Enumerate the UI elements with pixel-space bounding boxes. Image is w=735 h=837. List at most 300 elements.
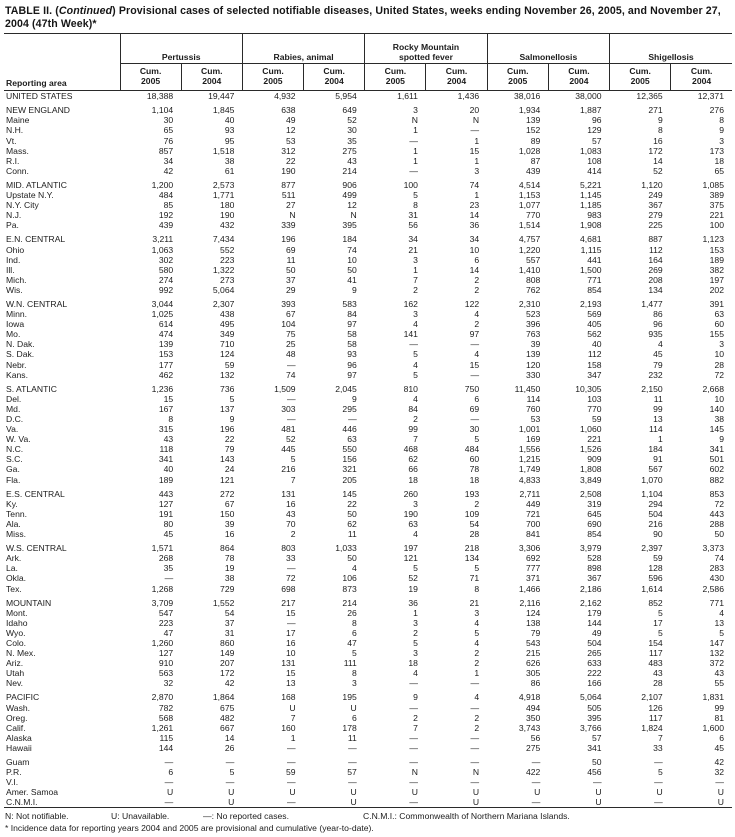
value-cell: 9: [413, 692, 418, 703]
value-cell: 52: [408, 573, 418, 584]
value-cell: 3,979: [580, 543, 602, 554]
value-cell: 50: [347, 508, 357, 519]
value-cell: 67: [286, 309, 296, 320]
group-header-pertussis: Pertussis: [120, 34, 242, 64]
table-row: [4, 475, 732, 485]
value-cell: 86: [530, 678, 541, 689]
value-cell: 50: [286, 264, 296, 275]
value-cell: 96: [591, 115, 602, 126]
value-cell: 93: [347, 349, 357, 360]
value-cell: 184: [648, 444, 663, 455]
value-cell: —: [164, 757, 174, 767]
value-cell: 762: [525, 284, 541, 295]
value-cell: 129: [587, 125, 602, 136]
value-cell: 109: [464, 508, 480, 519]
reporting-area-cell: Iowa: [6, 319, 25, 330]
value-cell: 112: [587, 349, 602, 360]
value-cell: 29: [286, 284, 296, 295]
reporting-area-cell: N. Dak.: [6, 339, 35, 350]
value-cell: 93: [224, 125, 235, 136]
value-cell: 27: [286, 200, 296, 211]
value-cell: 1,571: [151, 543, 174, 554]
value-cell: —: [164, 797, 174, 808]
value-cell: 223: [220, 254, 235, 265]
value-cell: 5: [719, 627, 724, 638]
value-cell: 777: [525, 563, 541, 574]
value-cell: 474: [158, 329, 174, 340]
value-cell: 445: [281, 444, 296, 455]
value-cell: 38: [714, 414, 724, 424]
value-cell: 1,077: [518, 200, 541, 211]
value-cell: 16: [224, 529, 235, 540]
reporting-area-cell: N. Mex.: [6, 648, 36, 659]
value-cell: 38: [224, 155, 235, 166]
value-cell: 13: [653, 414, 663, 424]
value-cell: 1,153: [518, 190, 541, 201]
value-cell: 217: [281, 597, 296, 608]
value-cell: 18: [408, 474, 418, 485]
value-cell: 11: [286, 254, 296, 265]
table-row: [4, 285, 732, 295]
value-cell: 321: [342, 464, 357, 475]
value-cell: 430: [709, 573, 724, 584]
column-header-cum-2004: Cum. 2004: [426, 64, 487, 91]
value-cell: 273: [220, 274, 235, 285]
value-cell: —: [470, 777, 480, 788]
value-cell: 26: [347, 607, 357, 618]
value-cell: 2,162: [580, 597, 602, 608]
value-cell: 48: [286, 349, 296, 360]
value-cell: 189: [709, 254, 724, 265]
value-cell: 700: [525, 518, 541, 529]
value-cell: 137: [220, 403, 235, 414]
table-row: [4, 220, 732, 230]
value-cell: 192: [158, 210, 174, 221]
value-cell: 15: [469, 359, 480, 370]
value-cell: 141: [403, 329, 418, 340]
value-cell: 393: [281, 298, 296, 309]
value-cell: 99: [714, 702, 724, 713]
value-cell: 8: [168, 414, 174, 424]
value-cell: 873: [342, 583, 357, 594]
value-cell: 3: [413, 498, 418, 509]
reporting-area-cell: N.Y. City: [6, 200, 39, 211]
value-cell: 38,016: [514, 91, 541, 102]
value-cell: 810: [403, 383, 418, 394]
reporting-area-cell: S.C.: [6, 454, 23, 465]
value-cell: 12,371: [697, 91, 724, 102]
table-row: [4, 787, 732, 797]
value-cell: 449: [525, 498, 541, 509]
value-cell: 1,518: [212, 145, 235, 156]
column-header-cum-2005: Cum. 2005: [487, 64, 548, 91]
value-cell: 3,306: [518, 543, 541, 554]
value-cell: 275: [342, 145, 357, 156]
footnote-cnmi: C.N.M.I.: Commonwealth of Northern Mariana Islands.: [363, 811, 570, 822]
value-cell: 60: [714, 319, 724, 330]
reporting-area-cell: Ill.: [6, 264, 15, 275]
table-row: [4, 234, 732, 244]
value-cell: 32: [163, 678, 174, 689]
table-row: [4, 499, 732, 509]
value-cell: 1,749: [518, 464, 541, 475]
value-cell: —: [409, 135, 418, 146]
value-cell: 1,556: [518, 444, 541, 455]
value-cell: 2: [413, 627, 418, 638]
value-cell: 274: [158, 274, 174, 285]
value-cell: 152: [525, 125, 541, 136]
value-cell: —: [470, 414, 480, 424]
value-cell: 272: [220, 488, 235, 499]
value-cell: 1,070: [641, 474, 663, 485]
value-cell: 1: [474, 155, 480, 166]
value-cell: 1,466: [518, 583, 541, 594]
table-row: [4, 678, 732, 688]
value-cell: 992: [158, 284, 174, 295]
value-cell: 10: [714, 349, 724, 360]
value-cell: 501: [709, 454, 724, 465]
value-cell: 4: [413, 393, 418, 404]
reporting-area-cell: Ky.: [6, 498, 18, 509]
value-cell: 168: [281, 692, 296, 703]
value-cell: 6: [474, 254, 480, 265]
value-cell: 10: [714, 393, 724, 404]
value-cell: 42: [714, 757, 724, 767]
value-cell: 667: [220, 722, 235, 733]
table-row: [4, 668, 732, 678]
reporting-area-cell: Ark.: [6, 553, 22, 564]
value-cell: 2,307: [212, 298, 235, 309]
value-cell: 86: [653, 309, 663, 320]
value-cell: 21: [408, 244, 418, 255]
value-cell: 4: [474, 692, 480, 703]
value-cell: 13: [286, 678, 296, 689]
column-header-cum-2004: Cum. 2004: [548, 64, 609, 91]
value-cell: 439: [158, 220, 174, 231]
value-cell: 154: [648, 637, 663, 648]
value-cell: 494: [525, 702, 541, 713]
value-cell: —: [409, 742, 418, 753]
value-cell: 7: [290, 474, 296, 485]
reporting-area-cell: P.R.: [6, 767, 22, 778]
value-cell: 191: [158, 508, 174, 519]
value-cell: 550: [342, 444, 357, 455]
value-cell: 24: [224, 464, 235, 475]
value-cell: 1,145: [580, 190, 602, 201]
value-cell: U: [472, 797, 480, 808]
value-cell: 34: [408, 234, 418, 245]
value-cell: 4,932: [274, 91, 296, 102]
value-cell: 1,033: [335, 543, 357, 554]
value-cell: 8: [351, 668, 357, 679]
value-cell: 30: [469, 424, 480, 435]
value-cell: 396: [525, 319, 541, 330]
table-row: [4, 553, 732, 563]
value-cell: 25: [286, 339, 296, 350]
value-cell: U: [166, 787, 174, 798]
footnote-incidence-note: * Incidence data for reporting years 2004 and 2005 are provisional and cumulative (year-to-date).: [5, 822, 374, 833]
reporting-area-header: Reporting area: [4, 34, 120, 91]
value-cell: 42: [163, 165, 174, 176]
value-cell: 55: [714, 678, 724, 689]
value-cell: —: [164, 777, 174, 788]
value-cell: 341: [587, 742, 602, 753]
value-cell: 31: [224, 627, 235, 638]
value-cell: 3: [413, 254, 418, 265]
value-cell: 5: [474, 627, 480, 638]
value-cell: 265: [587, 648, 602, 659]
value-cell: 882: [709, 474, 724, 485]
value-cell: 14: [224, 732, 235, 743]
value-cell: 5: [413, 190, 418, 201]
value-cell: 1,477: [641, 298, 663, 309]
value-cell: —: [286, 617, 296, 628]
value-cell: 54: [224, 607, 235, 618]
value-cell: 78: [224, 553, 235, 564]
value-cell: 439: [525, 165, 541, 176]
value-cell: 271: [648, 105, 663, 116]
value-cell: 446: [342, 424, 357, 435]
value-cell: 1,614: [641, 583, 663, 594]
value-cell: 1,120: [641, 179, 663, 190]
reporting-area-cell: Conn.: [6, 165, 29, 176]
value-cell: 28: [714, 359, 724, 370]
value-cell: 6: [168, 767, 174, 778]
value-cell: U: [289, 702, 296, 713]
value-cell: —: [470, 678, 480, 689]
value-cell: 505: [587, 702, 602, 713]
value-cell: 1,526: [580, 444, 602, 455]
value-cell: 1,552: [212, 597, 235, 608]
value-cell: 69: [286, 244, 296, 255]
value-cell: 3: [719, 339, 724, 350]
value-cell: —: [409, 777, 418, 788]
value-cell: 1,060: [580, 424, 602, 435]
value-cell: 67: [224, 498, 235, 509]
value-cell: 81: [714, 712, 724, 723]
value-cell: 5,954: [335, 91, 357, 102]
table-row: [4, 543, 732, 553]
value-cell: 7,434: [212, 234, 235, 245]
value-cell: 1,845: [212, 105, 235, 116]
value-cell: 2: [474, 722, 480, 733]
value-cell: 17: [286, 627, 296, 638]
table-row: [4, 703, 732, 713]
value-cell: 1,085: [702, 179, 724, 190]
value-cell: 638: [281, 105, 296, 116]
value-cell: 11: [653, 393, 663, 404]
value-cell: 770: [587, 403, 602, 414]
value-cell: 375: [709, 200, 724, 211]
value-cell: 52: [286, 434, 296, 445]
value-cell: 602: [709, 464, 724, 475]
value-cell: 367: [587, 573, 602, 584]
value-cell: 5: [413, 637, 418, 648]
value-cell: U: [717, 797, 724, 808]
value-cell: —: [286, 742, 296, 753]
value-cell: 4: [413, 359, 418, 370]
value-cell: 43: [714, 668, 724, 679]
value-cell: 443: [709, 508, 724, 519]
value-cell: 3: [719, 135, 724, 146]
value-cell: 22: [286, 155, 296, 166]
value-cell: 279: [648, 210, 663, 221]
value-cell: 1,215: [518, 454, 541, 465]
value-cell: 180: [220, 200, 235, 211]
value-cell: 10: [286, 648, 296, 659]
table-row: [4, 529, 732, 539]
value-cell: 9: [719, 125, 724, 136]
value-cell: 389: [709, 190, 724, 201]
value-cell: 124: [525, 607, 541, 618]
value-cell: 11,450: [514, 383, 541, 394]
value-cell: 108: [587, 155, 602, 166]
value-cell: 2,045: [335, 383, 357, 394]
value-cell: —: [409, 165, 418, 176]
value-cell: 156: [342, 454, 357, 465]
reporting-area-cell: Alaska: [6, 732, 32, 743]
value-cell: 222: [587, 668, 602, 679]
value-cell: 2,573: [212, 179, 235, 190]
table-row: [4, 105, 732, 115]
value-cell: 218: [464, 543, 480, 554]
value-cell: 935: [648, 329, 663, 340]
value-cell: 97: [347, 319, 357, 330]
table-row: [4, 777, 732, 787]
value-cell: 736: [220, 383, 235, 394]
value-cell: 5: [474, 434, 480, 445]
value-cell: 547: [158, 607, 174, 618]
value-cell: 312: [281, 145, 296, 156]
reporting-area-cell: Guam: [6, 757, 30, 767]
value-cell: 96: [347, 359, 357, 370]
value-cell: 5,221: [580, 179, 602, 190]
value-cell: 66: [408, 464, 418, 475]
reporting-area-cell: Minn.: [6, 309, 28, 320]
value-cell: 21: [469, 597, 480, 608]
reporting-area-cell: MID. ATLANTIC: [6, 179, 67, 190]
value-cell: 771: [709, 597, 724, 608]
value-cell: 4: [413, 529, 418, 540]
value-cell: 8: [413, 200, 418, 211]
value-cell: —: [409, 702, 418, 713]
value-cell: 62: [347, 518, 357, 529]
value-cell: 53: [530, 414, 541, 424]
value-cell: 17: [653, 617, 663, 628]
value-cell: 164: [648, 254, 663, 265]
value-cell: 79: [530, 627, 541, 638]
value-cell: 9: [229, 414, 235, 424]
value-cell: 40: [591, 339, 602, 350]
value-cell: 1,115: [580, 244, 602, 255]
table-row: [4, 275, 732, 285]
value-cell: 39: [224, 518, 235, 529]
reporting-area-cell: W.N. CENTRAL: [6, 298, 68, 309]
value-cell: 481: [281, 424, 296, 435]
reporting-area-cell: E.S. CENTRAL: [6, 488, 65, 499]
value-cell: 499: [342, 190, 357, 201]
table-row: [4, 91, 732, 102]
value-cell: 495: [220, 319, 235, 330]
value-cell: 5: [657, 627, 663, 638]
value-cell: 339: [281, 220, 296, 231]
table-row: [4, 319, 732, 329]
value-cell: 8: [351, 617, 357, 628]
value-cell: 117: [649, 648, 663, 659]
value-cell: 5: [229, 767, 235, 778]
value-cell: 18: [469, 474, 480, 485]
value-cell: 3,044: [151, 298, 174, 309]
value-cell: 260: [403, 488, 418, 499]
table-row: [4, 638, 732, 648]
value-cell: 121: [220, 474, 235, 485]
value-cell: 100: [403, 179, 418, 190]
column-header-cum-2004: Cum. 2004: [304, 64, 365, 91]
value-cell: —: [348, 414, 357, 424]
value-cell: 4: [351, 563, 357, 574]
value-cell: 4,757: [518, 234, 541, 245]
value-cell: 771: [587, 274, 602, 285]
value-cell: U: [350, 787, 357, 798]
table-row: [4, 404, 732, 414]
value-cell: 1,236: [151, 383, 174, 394]
value-cell: 511: [281, 190, 296, 201]
value-cell: 42: [224, 678, 235, 689]
value-cell: 1,001: [518, 424, 541, 435]
value-cell: U: [350, 797, 357, 808]
value-cell: 750: [464, 383, 480, 394]
value-cell: 39: [530, 339, 541, 350]
value-cell: 504: [587, 637, 602, 648]
reporting-area-cell: UNITED STATES: [6, 91, 73, 102]
value-cell: 145: [709, 424, 724, 435]
value-cell: 225: [648, 220, 663, 231]
value-cell: 184: [342, 234, 357, 245]
value-cell: 16: [653, 135, 663, 146]
value-cell: 128: [648, 563, 663, 574]
value-cell: 3: [413, 105, 418, 116]
value-cell: —: [715, 777, 724, 788]
value-cell: 441: [587, 254, 602, 265]
value-cell: 1,808: [580, 464, 602, 475]
value-cell: 147: [709, 637, 724, 648]
table-row: [4, 125, 732, 135]
reporting-area-cell: Amer. Samoa: [6, 787, 59, 798]
value-cell: 7: [413, 722, 418, 733]
value-cell: 6: [351, 712, 357, 723]
reporting-area-cell: Mont.: [6, 607, 28, 618]
value-cell: 372: [709, 658, 724, 669]
value-cell: 294: [648, 498, 663, 509]
value-cell: 5: [657, 767, 663, 778]
value-cell: 614: [158, 319, 174, 330]
value-cell: 2: [413, 712, 418, 723]
table-row: [4, 414, 732, 424]
reporting-area-cell: V.I.: [6, 777, 19, 788]
column-header-cum-2005: Cum. 2005: [365, 64, 426, 91]
value-cell: 173: [709, 145, 724, 156]
table-header: [4, 34, 732, 91]
value-cell: 2: [413, 414, 418, 424]
value-cell: 371: [525, 573, 541, 584]
value-cell: 15: [469, 145, 480, 156]
value-cell: 9: [351, 284, 357, 295]
value-cell: 841: [525, 529, 541, 540]
value-cell: 166: [587, 678, 602, 689]
value-cell: 49: [286, 115, 296, 126]
table-row: [4, 509, 732, 519]
value-cell: 596: [648, 573, 663, 584]
